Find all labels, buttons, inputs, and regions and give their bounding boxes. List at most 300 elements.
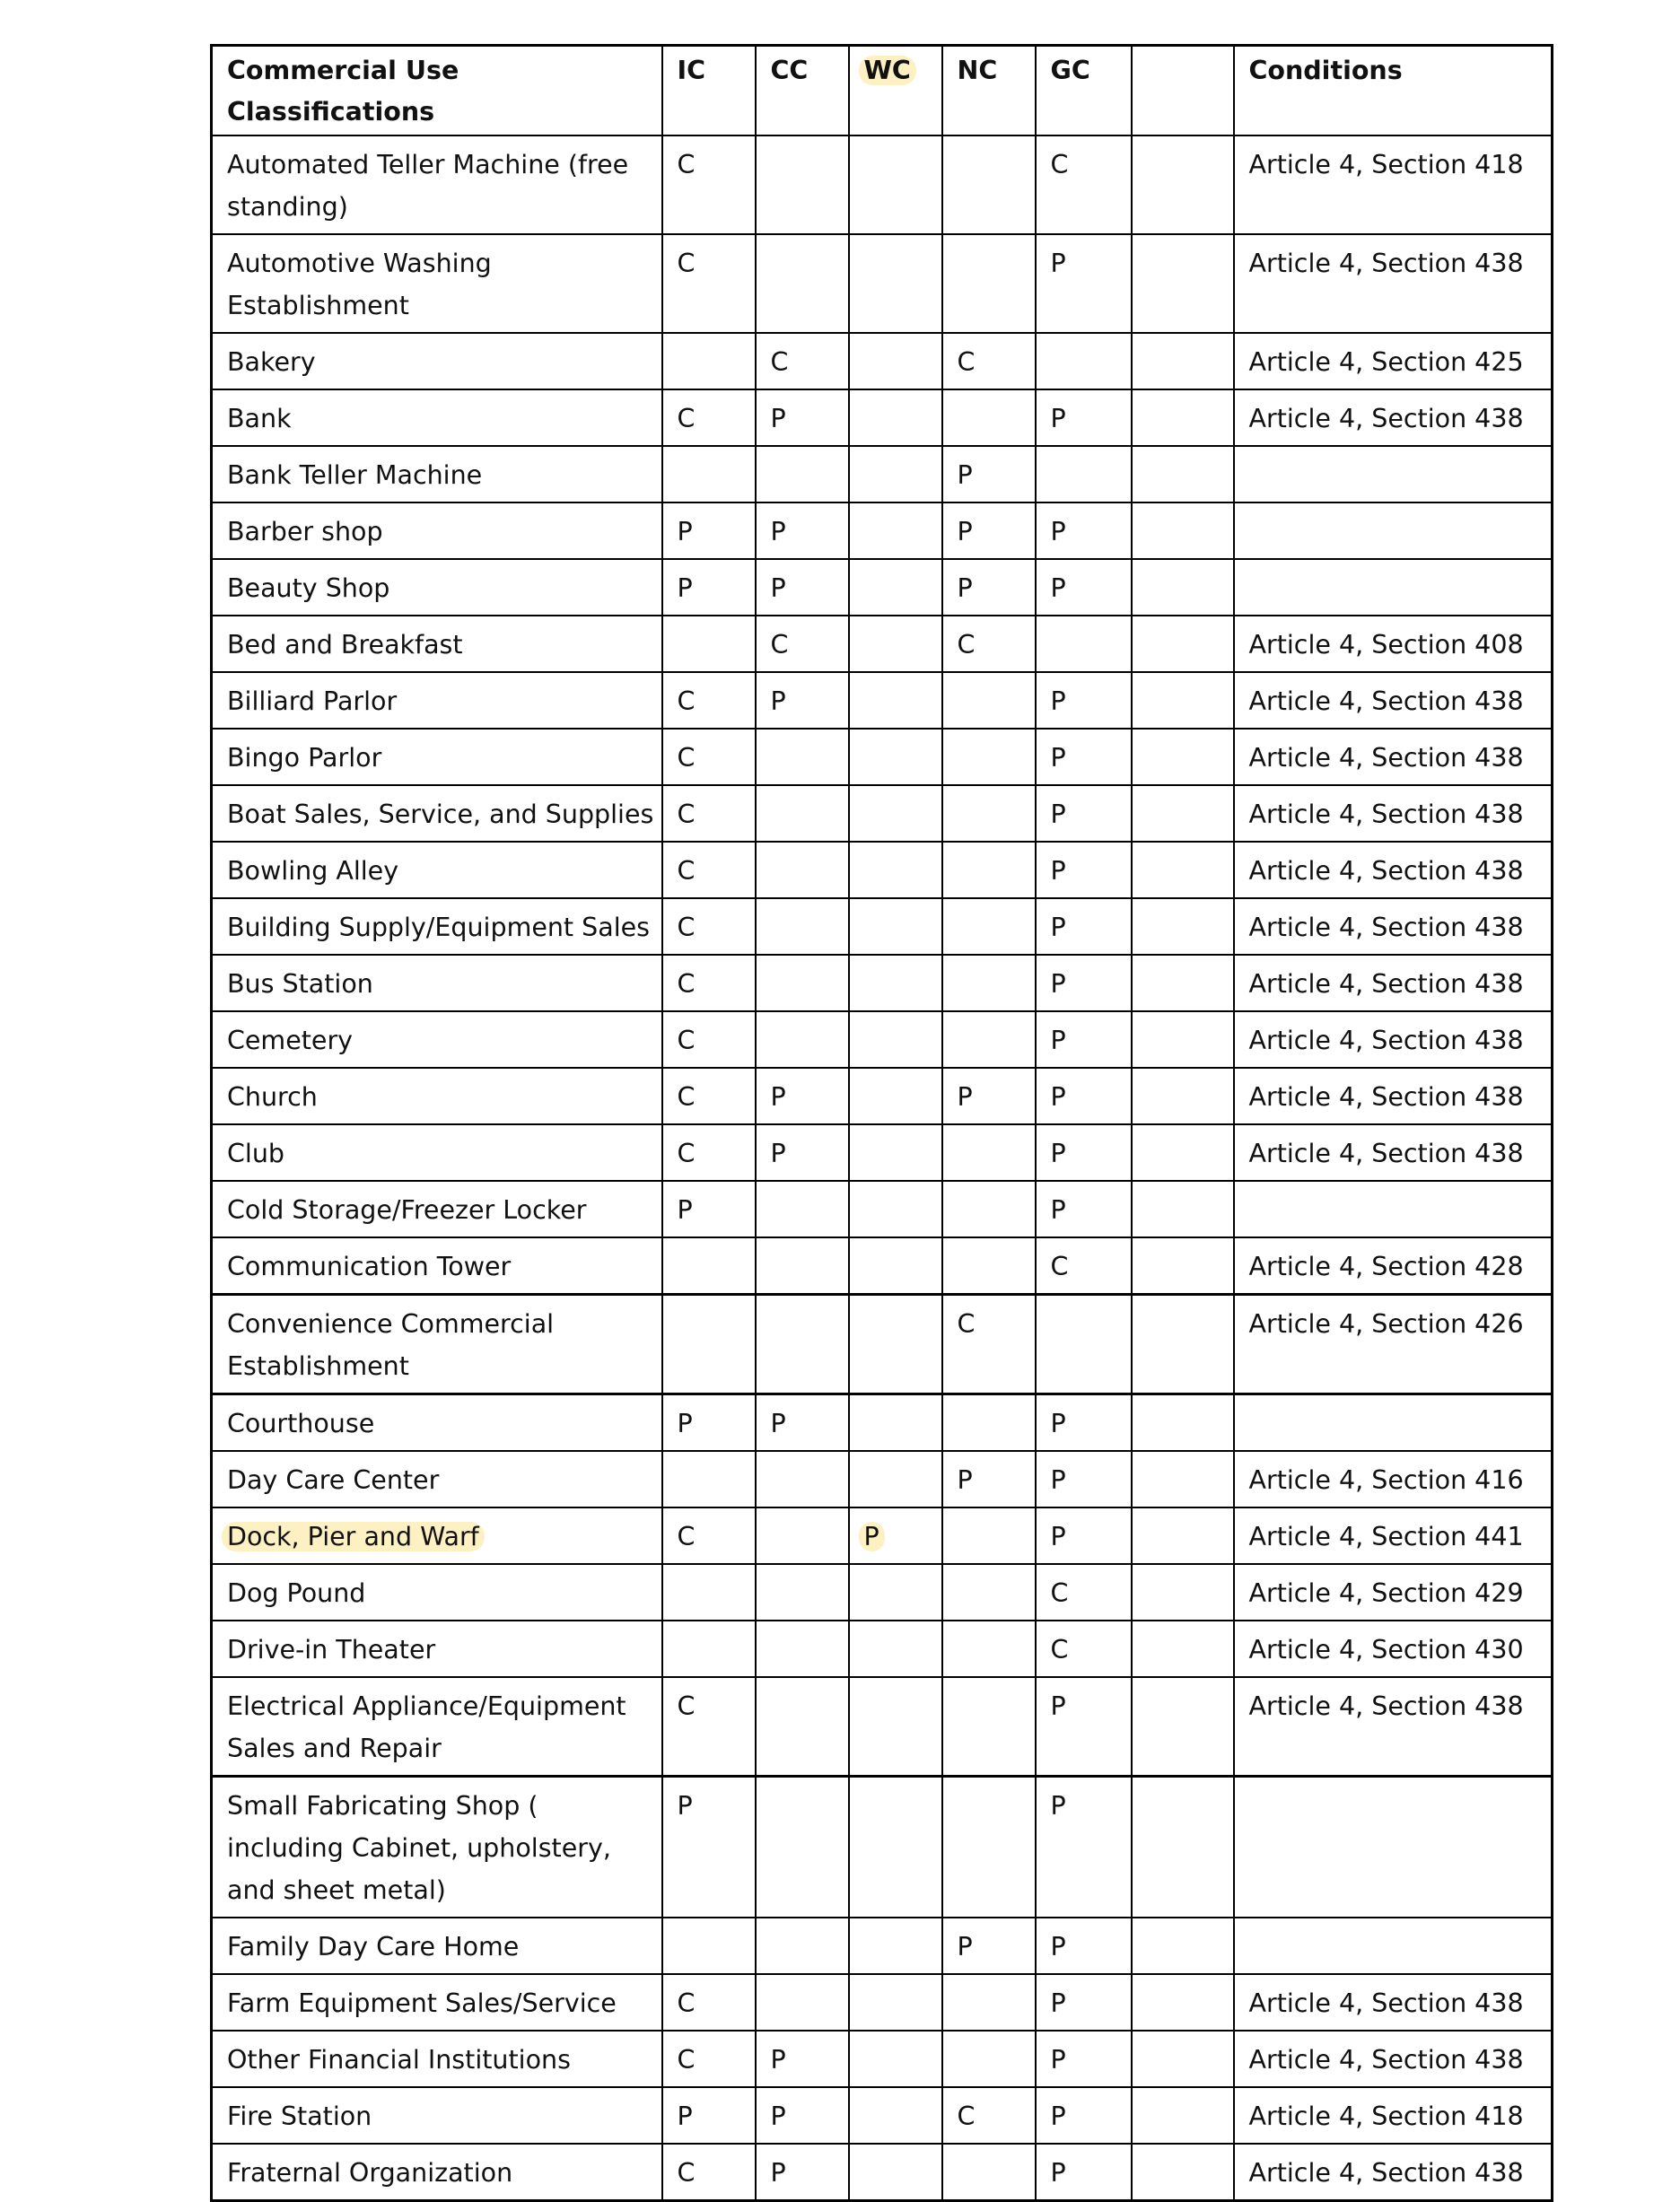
- conditions-label: Article 4, Section 438: [1248, 800, 1524, 829]
- cc-code-cell: [756, 1918, 849, 1974]
- nc-code-cell: [942, 446, 1036, 502]
- use-label: Fire Station: [227, 2102, 372, 2131]
- code-value: P: [677, 2102, 693, 2131]
- use-label: Other Financial Institutions: [227, 2045, 571, 2075]
- ic-code-cell: [662, 1237, 756, 1295]
- code-value: P: [1050, 1465, 1066, 1495]
- wc-code-cell: [849, 785, 942, 842]
- use-cell: [212, 1011, 662, 1068]
- code-value: C: [770, 630, 789, 660]
- conditions-cell: [1234, 785, 1553, 842]
- cc-code-cell: [756, 1677, 849, 1777]
- ic-code-cell: [662, 616, 756, 672]
- code-value: P: [677, 1409, 693, 1438]
- header-conditions: [1234, 46, 1553, 136]
- gc-code-cell: [1036, 729, 1132, 785]
- cc-code-cell: [756, 1237, 849, 1295]
- ic-code-cell: [662, 955, 756, 1011]
- code-value: C: [677, 743, 696, 773]
- use-label: Bus Station: [227, 969, 373, 999]
- code-value: P: [1050, 969, 1066, 999]
- wc-code-cell: [849, 2031, 942, 2087]
- use-label: Cold Storage/Freezer Locker: [227, 1195, 587, 1225]
- code-value: C: [677, 2158, 696, 2188]
- nc-code-cell: [942, 1451, 1036, 1507]
- conditions-label: Article 4, Section 416: [1248, 1465, 1524, 1495]
- blank-code-cell: [1132, 135, 1234, 234]
- use-label: Bowling Alley: [227, 856, 399, 886]
- use-label: Family Day Care Home: [227, 1932, 520, 1962]
- cc-code-cell: [756, 559, 849, 616]
- conditions-cell: [1234, 446, 1553, 502]
- gc-code-cell: [1036, 333, 1132, 389]
- conditions-cell: [1234, 234, 1553, 333]
- ic-code-cell: [662, 135, 756, 234]
- use-label: Day Care Center: [227, 1465, 440, 1495]
- gc-code-cell: [1036, 1777, 1132, 1918]
- wc-code-cell: [849, 135, 942, 234]
- cc-code-cell: [756, 955, 849, 1011]
- use-label: Beauty Shop: [227, 573, 390, 603]
- use-cell: [212, 2144, 662, 2201]
- ic-code-cell: [662, 1394, 756, 1452]
- ic-code-cell: [662, 333, 756, 389]
- nc-code-cell: [942, 1974, 1036, 2031]
- cc-code-cell: [756, 842, 849, 898]
- gc-code-cell: [1036, 1394, 1132, 1452]
- wc-code-cell: [849, 1507, 942, 1564]
- use-label: Automated Teller Machine (free standing): [227, 150, 629, 222]
- conditions-cell: [1234, 729, 1553, 785]
- cc-code-cell: [756, 1777, 849, 1918]
- use-label: Convenience Commercial Establishment: [227, 1309, 555, 1381]
- blank-code-cell: [1132, 1181, 1234, 1237]
- gc-code-cell: [1036, 898, 1132, 955]
- table-row: [212, 672, 1553, 729]
- cc-code-cell: [756, 616, 849, 672]
- header-row: [212, 46, 1553, 136]
- wc-code-cell: [849, 1918, 942, 1974]
- code-value: P: [1050, 1988, 1066, 2018]
- nc-code-cell: [942, 842, 1036, 898]
- use-label: Communication Tower: [227, 1252, 512, 1281]
- ic-code-cell: [662, 446, 756, 502]
- nc-code-cell: [942, 955, 1036, 1011]
- code-value: C: [1050, 1252, 1069, 1281]
- ic-code-cell: [662, 502, 756, 559]
- conditions-label: Article 4, Section 438: [1248, 2045, 1524, 2075]
- use-cell: [212, 446, 662, 502]
- code-value: P: [1050, 856, 1066, 886]
- cc-code-cell: [756, 1564, 849, 1621]
- wc-code-cell: [849, 672, 942, 729]
- code-value: P: [1050, 743, 1066, 773]
- wc-code-cell: [849, 234, 942, 333]
- code-value: P: [770, 2158, 786, 2188]
- gc-code-cell: [1036, 842, 1132, 898]
- blank-code-cell: [1132, 1394, 1234, 1452]
- blank-code-cell: [1132, 616, 1234, 672]
- use-cell: [212, 2031, 662, 2087]
- table-row: [212, 842, 1553, 898]
- code-value: P: [1050, 2102, 1066, 2131]
- use-cell: [212, 842, 662, 898]
- conditions-label: Article 4, Section 408: [1248, 630, 1524, 660]
- gc-code-cell: [1036, 1181, 1132, 1237]
- cc-code-cell: [756, 446, 849, 502]
- use-label: Farm Equipment Sales/Service: [227, 1988, 617, 2018]
- table-row: [212, 2144, 1553, 2201]
- gc-code-cell: [1036, 1295, 1132, 1394]
- table-row: [212, 1621, 1553, 1677]
- table-row: [212, 2087, 1553, 2144]
- conditions-label: Article 4, Section 438: [1248, 1139, 1524, 1168]
- use-label: Dog Pound: [227, 1578, 366, 1608]
- table-row: [212, 1451, 1553, 1507]
- use-label: Building Supply/Equipment Sales: [227, 913, 651, 942]
- use-cell: [212, 559, 662, 616]
- conditions-label: Article 4, Section 438: [1248, 969, 1524, 999]
- cc-code-cell: [756, 1621, 849, 1677]
- table-row: [212, 1564, 1553, 1621]
- code-value: P: [1050, 1932, 1066, 1962]
- table-row: [212, 1974, 1553, 2031]
- code-value: C: [677, 1988, 696, 2018]
- header-label: NC: [957, 56, 998, 85]
- table-row: [212, 135, 1553, 234]
- blank-code-cell: [1132, 389, 1234, 446]
- code-value: P: [957, 1932, 973, 1962]
- table-row: [212, 1181, 1553, 1237]
- wc-code-cell: [849, 1181, 942, 1237]
- ic-code-cell: [662, 1777, 756, 1918]
- blank-code-cell: [1132, 1011, 1234, 1068]
- code-value: P: [770, 1409, 786, 1438]
- use-cell: [212, 234, 662, 333]
- gc-code-cell: [1036, 1564, 1132, 1621]
- conditions-cell: [1234, 1621, 1553, 1677]
- conditions-label: Article 4, Section 441: [1248, 1522, 1524, 1551]
- code-value: P: [1050, 1195, 1066, 1225]
- table-row: [212, 955, 1553, 1011]
- conditions-label: Article 4, Section 418: [1248, 150, 1524, 179]
- conditions-label: Article 4, Section 438: [1248, 743, 1524, 773]
- conditions-cell: [1234, 1011, 1553, 1068]
- conditions-label: Article 4, Section 429: [1248, 1578, 1524, 1608]
- code-value: P: [1050, 800, 1066, 829]
- conditions-label: Article 4, Section 438: [1248, 404, 1524, 433]
- code-value: C: [1050, 1578, 1069, 1608]
- table-row: [212, 333, 1553, 389]
- wc-code-cell: [849, 842, 942, 898]
- nc-code-cell: [942, 1564, 1036, 1621]
- ic-code-cell: [662, 842, 756, 898]
- conditions-label: Article 4, Section 418: [1248, 2102, 1524, 2131]
- code-value: P: [770, 1082, 786, 1112]
- wc-code-cell: [849, 1394, 942, 1452]
- header-label: WC: [859, 56, 916, 85]
- wc-code-cell: [849, 729, 942, 785]
- use-label: Electrical Appliance/Equipment Sales and Repair: [227, 1691, 626, 1763]
- nc-code-cell: [942, 1677, 1036, 1777]
- cc-code-cell: [756, 2087, 849, 2144]
- code-value: P: [1050, 1522, 1066, 1551]
- conditions-label: Article 4, Section 438: [1248, 1691, 1524, 1721]
- conditions-label: Article 4, Section 438: [1248, 856, 1524, 886]
- gc-code-cell: [1036, 1237, 1132, 1295]
- header-nc: [942, 46, 1036, 136]
- code-value: P: [957, 517, 973, 546]
- cc-code-cell: [756, 785, 849, 842]
- use-cell: [212, 1295, 662, 1394]
- blank-code-cell: [1132, 1124, 1234, 1181]
- blank-code-cell: [1132, 234, 1234, 333]
- gc-code-cell: [1036, 502, 1132, 559]
- blank-code-cell: [1132, 559, 1234, 616]
- conditions-cell: [1234, 1974, 1553, 2031]
- gc-code-cell: [1036, 1011, 1132, 1068]
- use-label: Bakery: [227, 347, 316, 377]
- use-cell: [212, 1394, 662, 1452]
- header-gc: [1036, 46, 1132, 136]
- conditions-cell: [1234, 1677, 1553, 1777]
- header-wc: [849, 46, 942, 136]
- ic-code-cell: [662, 389, 756, 446]
- nc-code-cell: [942, 389, 1036, 446]
- nc-code-cell: [942, 559, 1036, 616]
- conditions-label: Article 4, Section 430: [1248, 1635, 1524, 1665]
- header-label: CC: [770, 56, 809, 85]
- code-value: P: [677, 1195, 693, 1225]
- use-cell: [212, 2087, 662, 2144]
- code-value: C: [677, 969, 696, 999]
- nc-code-cell: [942, 135, 1036, 234]
- wc-code-cell: [849, 2144, 942, 2201]
- header-cc: [756, 46, 849, 136]
- table-row: [212, 898, 1553, 955]
- code-value: C: [957, 347, 976, 377]
- use-label: Bank: [227, 404, 292, 433]
- nc-code-cell: [942, 1124, 1036, 1181]
- cc-code-cell: [756, 1124, 849, 1181]
- blank-code-cell: [1132, 1564, 1234, 1621]
- header-use-classification: [212, 46, 662, 136]
- table-row: [212, 785, 1553, 842]
- table-row: [212, 1068, 1553, 1124]
- conditions-cell: [1234, 1237, 1553, 1295]
- conditions-label: Article 4, Section 438: [1248, 686, 1524, 716]
- use-label: Dock, Pier and Warf: [222, 1522, 485, 1551]
- blank-code-cell: [1132, 446, 1234, 502]
- header-blank: [1132, 46, 1234, 136]
- blank-code-cell: [1132, 1918, 1234, 1974]
- code-value: P: [957, 1082, 973, 1112]
- use-label: Church: [227, 1082, 318, 1112]
- ic-code-cell: [662, 898, 756, 955]
- code-value: C: [677, 856, 696, 886]
- cc-code-cell: [756, 389, 849, 446]
- nc-code-cell: [942, 616, 1036, 672]
- use-cell: [212, 135, 662, 234]
- nc-code-cell: [942, 1295, 1036, 1394]
- use-cell: [212, 1068, 662, 1124]
- wc-code-cell: [849, 559, 942, 616]
- code-value: P: [1050, 2045, 1066, 2075]
- use-cell: [212, 1124, 662, 1181]
- conditions-cell: [1234, 1564, 1553, 1621]
- gc-code-cell: [1036, 2144, 1132, 2201]
- gc-code-cell: [1036, 559, 1132, 616]
- cc-code-cell: [756, 2144, 849, 2201]
- cc-code-cell: [756, 2031, 849, 2087]
- gc-code-cell: [1036, 1621, 1132, 1677]
- conditions-label: Article 4, Section 438: [1248, 1026, 1524, 1055]
- use-label: Fraternal Organization: [227, 2158, 513, 2188]
- code-value: P: [1050, 404, 1066, 433]
- gc-code-cell: [1036, 1451, 1132, 1507]
- code-value: P: [770, 517, 786, 546]
- use-label: Automotive Washing Establishment: [227, 249, 492, 320]
- conditions-cell: [1234, 559, 1553, 616]
- cc-code-cell: [756, 1011, 849, 1068]
- ic-code-cell: [662, 1011, 756, 1068]
- cc-code-cell: [756, 1451, 849, 1507]
- conditions-label: Article 4, Section 438: [1248, 249, 1524, 278]
- blank-code-cell: [1132, 1621, 1234, 1677]
- code-value: P: [770, 2045, 786, 2075]
- use-label: Barber shop: [227, 517, 383, 546]
- code-value: C: [677, 1522, 696, 1551]
- conditions-cell: [1234, 2144, 1553, 2201]
- nc-code-cell: [942, 1011, 1036, 1068]
- blank-code-cell: [1132, 729, 1234, 785]
- wc-code-cell: [849, 2087, 942, 2144]
- blank-code-cell: [1132, 1777, 1234, 1918]
- use-cell: [212, 1507, 662, 1564]
- nc-code-cell: [942, 234, 1036, 333]
- ic-code-cell: [662, 729, 756, 785]
- blank-code-cell: [1132, 2031, 1234, 2087]
- header-label: GC: [1050, 56, 1090, 85]
- cc-code-cell: [756, 1068, 849, 1124]
- code-value: P: [1050, 1791, 1066, 1821]
- blank-code-cell: [1132, 1295, 1234, 1394]
- code-value: C: [677, 1691, 696, 1721]
- wc-code-cell: [849, 616, 942, 672]
- ic-code-cell: [662, 559, 756, 616]
- use-cell: [212, 1237, 662, 1295]
- code-value: C: [677, 2045, 696, 2075]
- gc-code-cell: [1036, 1918, 1132, 1974]
- cc-code-cell: [756, 333, 849, 389]
- ic-code-cell: [662, 2087, 756, 2144]
- code-value: C: [957, 630, 976, 660]
- wc-code-cell: [849, 502, 942, 559]
- conditions-cell: [1234, 672, 1553, 729]
- conditions-cell: [1234, 1394, 1553, 1452]
- blank-code-cell: [1132, 1507, 1234, 1564]
- ic-code-cell: [662, 1974, 756, 2031]
- wc-code-cell: [849, 446, 942, 502]
- use-label: Cemetery: [227, 1026, 354, 1055]
- conditions-label: Article 4, Section 438: [1248, 1988, 1524, 2018]
- gc-code-cell: [1036, 135, 1132, 234]
- table-row: [212, 1124, 1553, 1181]
- use-cell: [212, 1564, 662, 1621]
- table-row: [212, 234, 1553, 333]
- nc-code-cell: [942, 1237, 1036, 1295]
- blank-code-cell: [1132, 842, 1234, 898]
- blank-code-cell: [1132, 1068, 1234, 1124]
- table-row: [212, 389, 1553, 446]
- conditions-label: Article 4, Section 426: [1248, 1309, 1524, 1339]
- cc-code-cell: [756, 502, 849, 559]
- code-value: P: [1050, 573, 1066, 603]
- code-value: P: [1050, 1691, 1066, 1721]
- code-value: P: [859, 1522, 885, 1551]
- use-cell: [212, 1451, 662, 1507]
- gc-code-cell: [1036, 1124, 1132, 1181]
- nc-code-cell: [942, 333, 1036, 389]
- cc-code-cell: [756, 1507, 849, 1564]
- use-label: Club: [227, 1139, 284, 1168]
- code-value: C: [677, 404, 696, 433]
- cc-code-cell: [756, 898, 849, 955]
- use-cell: [212, 616, 662, 672]
- conditions-cell: [1234, 1777, 1553, 1918]
- code-value: P: [770, 404, 786, 433]
- use-cell: [212, 1777, 662, 1918]
- wc-code-cell: [849, 389, 942, 446]
- code-value: C: [677, 1026, 696, 1055]
- code-value: C: [677, 1139, 696, 1168]
- blank-code-cell: [1132, 1677, 1234, 1777]
- code-value: P: [1050, 1139, 1066, 1168]
- code-value: C: [677, 913, 696, 942]
- header-label: Conditions: [1248, 56, 1403, 85]
- nc-code-cell: [942, 2087, 1036, 2144]
- code-value: C: [957, 2102, 976, 2131]
- wc-code-cell: [849, 1974, 942, 2031]
- gc-code-cell: [1036, 2087, 1132, 2144]
- table-body: [212, 135, 1553, 2201]
- gc-code-cell: [1036, 234, 1132, 333]
- code-value: P: [1050, 249, 1066, 278]
- nc-code-cell: [942, 898, 1036, 955]
- blank-code-cell: [1132, 2087, 1234, 2144]
- conditions-label: Article 4, Section 425: [1248, 347, 1524, 377]
- wc-code-cell: [849, 898, 942, 955]
- use-cell: [212, 898, 662, 955]
- table-row: [212, 502, 1553, 559]
- header-label: IC: [677, 56, 706, 85]
- table-row: [212, 1918, 1553, 1974]
- use-label: Bingo Parlor: [227, 743, 382, 773]
- code-value: C: [1050, 150, 1069, 179]
- cc-code-cell: [756, 234, 849, 333]
- cc-code-cell: [756, 672, 849, 729]
- gc-code-cell: [1036, 1507, 1132, 1564]
- header-label: Commercial Use Classifications: [227, 56, 459, 127]
- gc-code-cell: [1036, 955, 1132, 1011]
- conditions-cell: [1234, 898, 1553, 955]
- conditions-cell: [1234, 1068, 1553, 1124]
- use-label: Billiard Parlor: [227, 686, 398, 716]
- gc-code-cell: [1036, 1974, 1132, 2031]
- ic-code-cell: [662, 1621, 756, 1677]
- code-value: P: [677, 573, 693, 603]
- cc-code-cell: [756, 1181, 849, 1237]
